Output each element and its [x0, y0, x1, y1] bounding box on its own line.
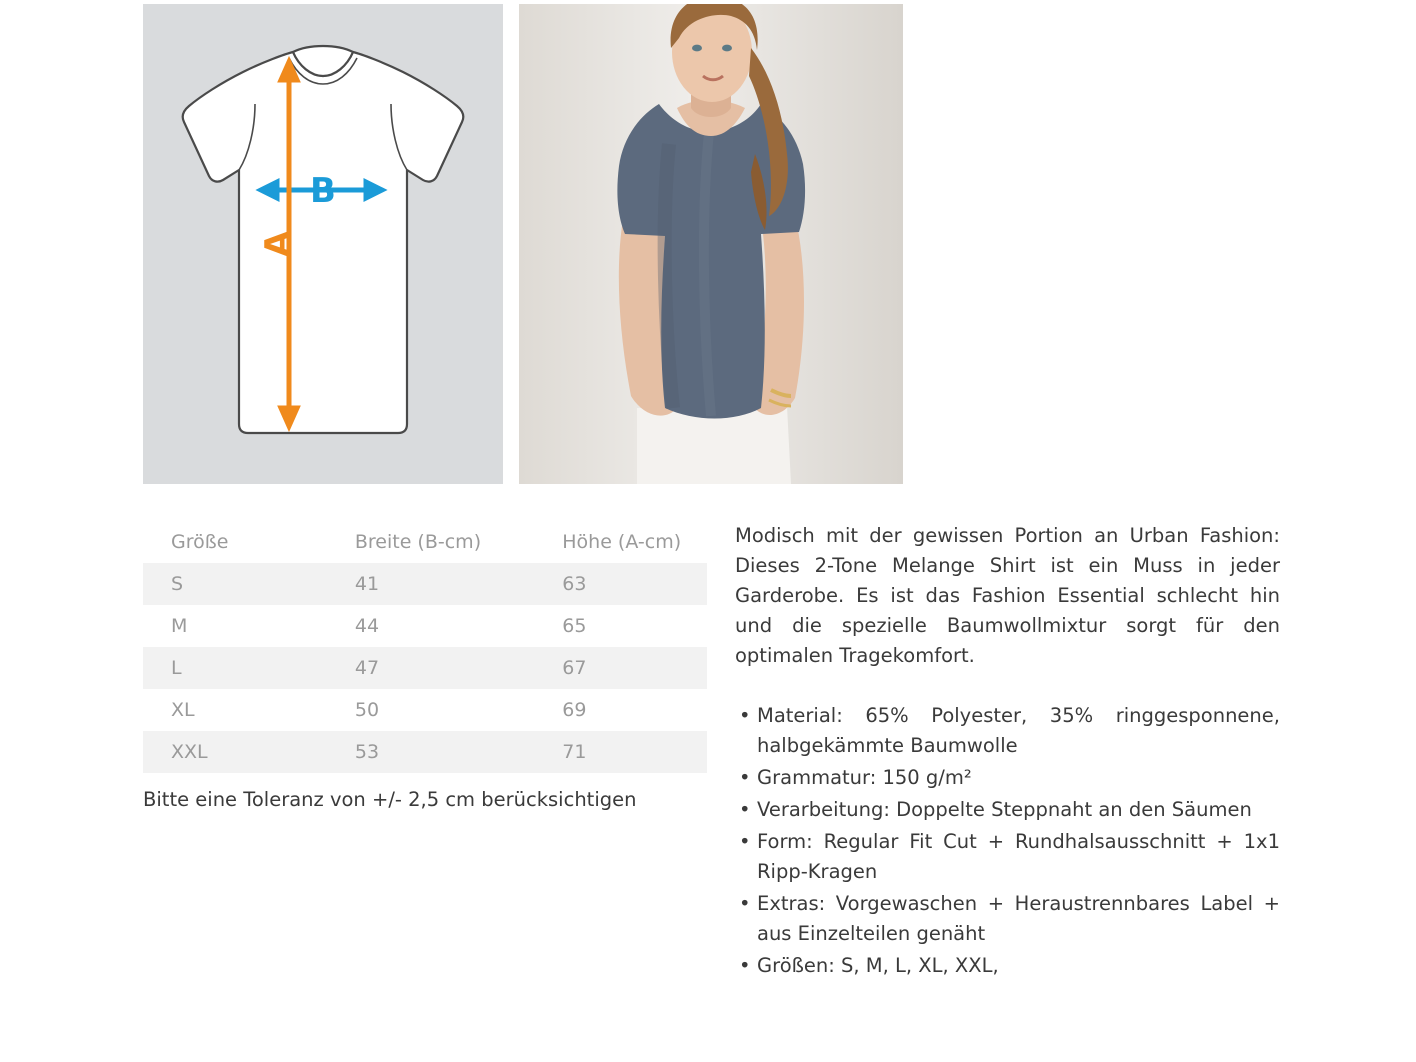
cell-height: 69 [562, 699, 587, 721]
cell-width: 44 [354, 615, 380, 637]
list-item: • Verarbeitung: Doppelte Steppnaht an den Säumen [735, 795, 1280, 825]
table-header-width: Breite (B-cm) [354, 531, 482, 553]
cell-height: 65 [562, 615, 587, 637]
table-header-size: Größe [171, 531, 229, 553]
product-description [735, 521, 1280, 983]
list-item: • Form: Regular Fit Cut + Rundhalsausschnitt + 1x1 Ripp-Kragen [735, 827, 1280, 887]
tolerance-note: Bitte eine Toleranz von +/- 2,5 cm berücksichtigen [143, 788, 637, 811]
table-row [143, 731, 707, 773]
product-images-row [143, 4, 903, 488]
table-header-height: Höhe (A-cm) [562, 531, 682, 553]
table-row [143, 605, 707, 647]
cell-size: L [171, 657, 182, 679]
svg-text:B: B [310, 171, 336, 211]
size-table [143, 521, 707, 773]
svg-text:A: A [258, 230, 298, 258]
table-row [143, 689, 707, 731]
cell-height: 63 [562, 573, 587, 595]
t-shirt-measurement-diagram [143, 4, 503, 484]
list-item: • Material: 65% Polyester, 35% ringgesponnene, halbgekämmte Baumwolle [735, 701, 1280, 761]
model-wearing-shirt-photo [519, 4, 903, 484]
cell-width: 53 [354, 741, 380, 763]
cell-size: S [171, 573, 184, 595]
cell-height: 71 [562, 741, 587, 763]
cell-width: 41 [354, 573, 380, 595]
cell-height: 67 [562, 657, 587, 679]
table-row [143, 647, 707, 689]
cell-size: XL [171, 699, 195, 721]
cell-width: 50 [354, 699, 380, 721]
list-item: • Extras: Vorgewaschen + Heraustrennbares Label + aus Einzelteilen genäht [735, 889, 1280, 949]
table-header-row [143, 521, 707, 563]
list-item: • Größen: S, M, L, XL, XXL, [735, 951, 1280, 981]
feature-list [735, 701, 1280, 981]
cell-size: XXL [171, 741, 208, 763]
list-item: • Grammatur: 150 g/m² [735, 763, 1280, 793]
table-row [143, 563, 707, 605]
description-paragraph: Modisch mit der gewissen Portion an Urban Fashion: Dieses 2-Tone Melange Shirt ist ein Muss in jeder Garderobe. Es ist das Fashion Essential schlecht hin und die spezielle Baumwollmixtur sorgt für den optimalen Tragekomfort. [735, 524, 1280, 667]
cell-width: 47 [354, 657, 380, 679]
cell-size: M [171, 615, 188, 637]
